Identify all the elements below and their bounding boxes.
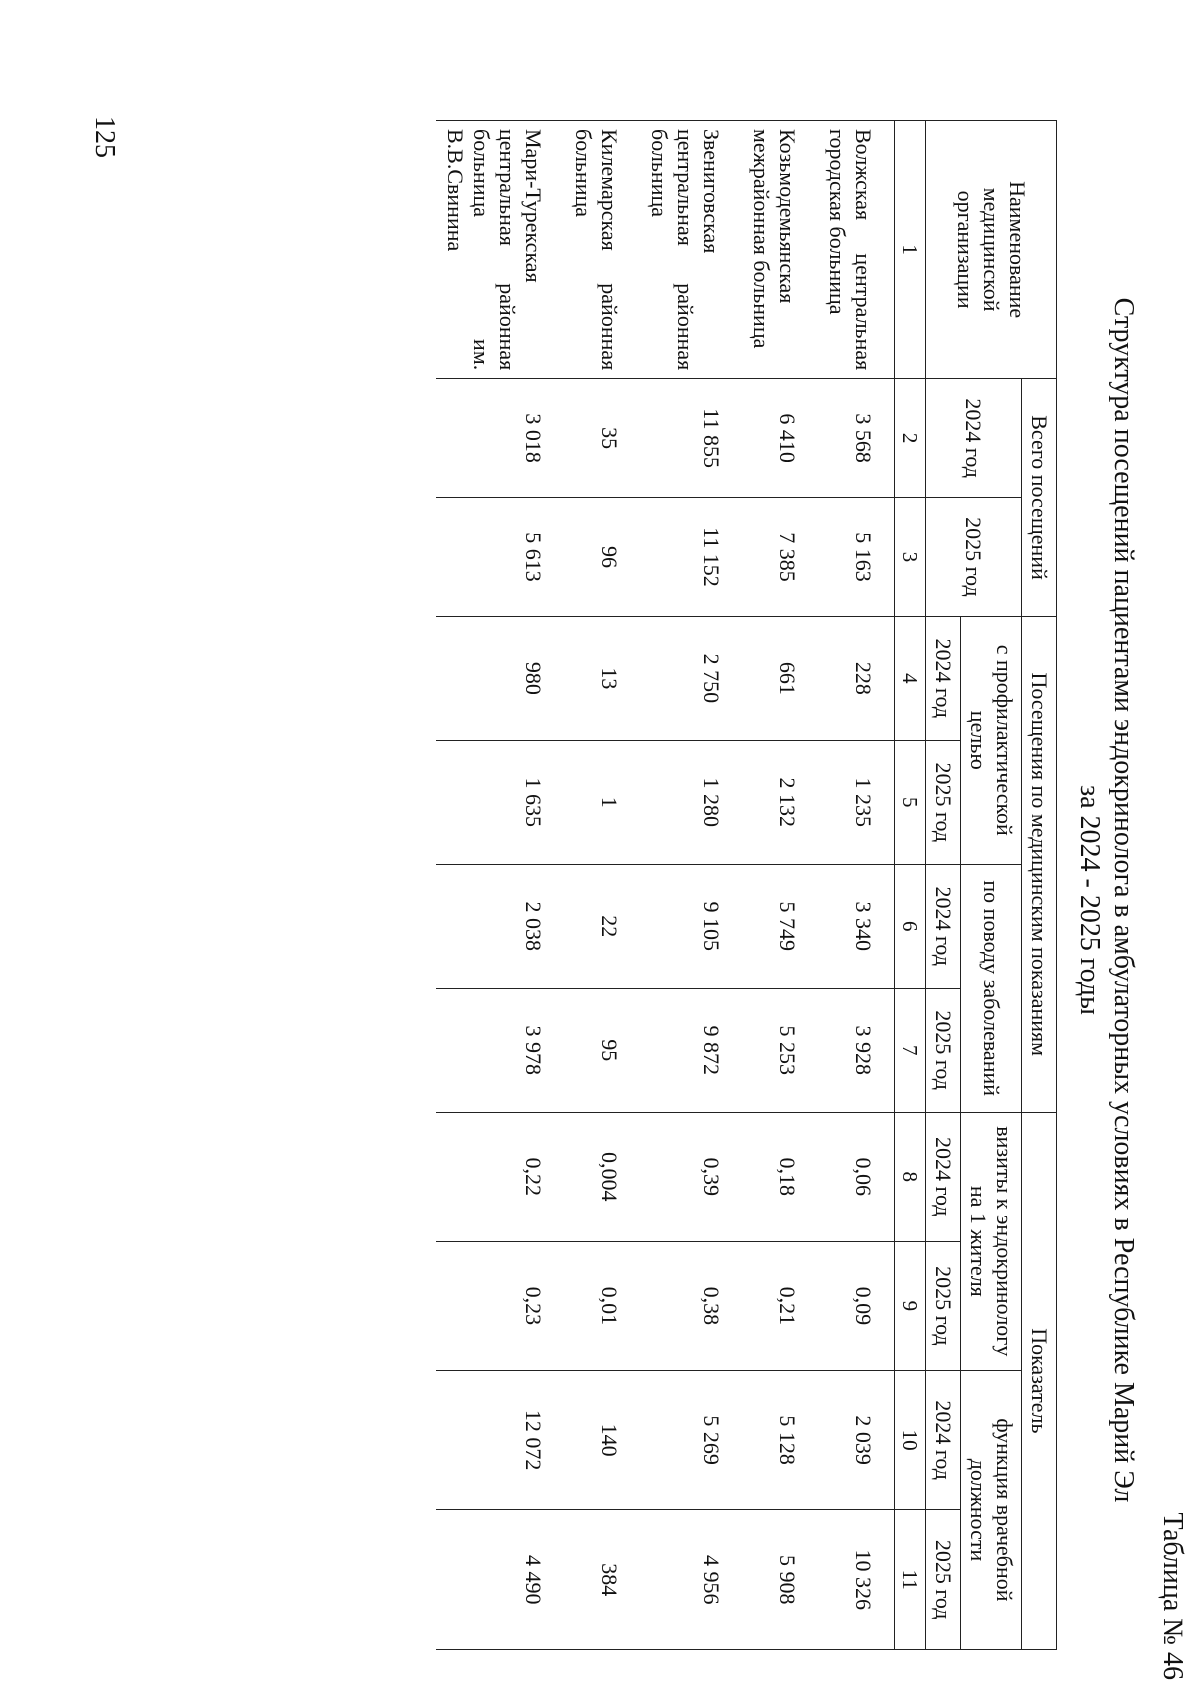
value-cell: 3 018: [436, 379, 564, 498]
value-cell: 22: [564, 864, 640, 988]
value-cell: 3 928: [818, 988, 895, 1112]
table-row: [564, 121, 640, 1650]
org-name-cell: Килемарская районная больница: [564, 121, 640, 379]
header-total-visits: Всего посещений: [1022, 379, 1057, 617]
table-row: [818, 121, 895, 1650]
value-cell: 0,06: [818, 1112, 895, 1241]
rotated-table-page: [0, 120, 1200, 1680]
value-cell: 9 872: [640, 988, 742, 1112]
value-cell: 0,39: [640, 1112, 742, 1241]
page-number: 125: [89, 116, 120, 158]
value-cell: 2 039: [818, 1370, 895, 1509]
value-cell: 4 956: [640, 1510, 742, 1650]
header-total-2024: 2024 год: [926, 379, 1022, 498]
value-cell: 661: [742, 616, 818, 740]
value-cell: 11 855: [640, 379, 742, 498]
column-number: 3: [895, 498, 926, 617]
header-preventive-2025: 2025 год: [926, 740, 961, 864]
value-cell: 0,38: [640, 1241, 742, 1370]
header-function-2025: 2025 год: [926, 1510, 961, 1650]
value-cell: 2 038: [436, 864, 564, 988]
header-disease-2025: 2025 год: [926, 988, 961, 1112]
header-function-2024: 2024 год: [926, 1370, 961, 1509]
table-row: [742, 121, 818, 1650]
value-cell: 11 152: [640, 498, 742, 617]
value-cell: 9 105: [640, 864, 742, 988]
header-total-2025: 2025 год: [926, 498, 1022, 617]
value-cell: 0,22: [436, 1112, 564, 1241]
value-cell: 3 568: [818, 379, 895, 498]
value-cell: 5 749: [742, 864, 818, 988]
org-name-cell: Звениговская центральная районная больница: [640, 121, 742, 379]
value-cell: 1: [564, 740, 640, 864]
header-per-resident-2025: 2025 год: [926, 1241, 961, 1370]
header-org: Наименование медицинской организации: [926, 121, 1057, 379]
table-title: [1072, 120, 1140, 1680]
column-number: 8: [895, 1112, 926, 1241]
column-number: 10: [895, 1370, 926, 1509]
org-name-cell: Волжская центральная городская больница: [818, 121, 895, 379]
header-preventive-2024: 2024 год: [926, 616, 961, 740]
value-cell: 12 072: [436, 1370, 564, 1509]
value-cell: 140: [564, 1370, 640, 1509]
column-number: 5: [895, 740, 926, 864]
column-number: 11: [895, 1510, 926, 1650]
header-indicator: Показатель: [1022, 1112, 1057, 1649]
table-number: Таблица № 46: [1157, 1512, 1188, 1680]
value-cell: 0,18: [742, 1112, 818, 1241]
table-row: [640, 121, 742, 1650]
header-per-resident-2024: 2024 год: [926, 1112, 961, 1241]
header-doctor-function: функция врачебной должности: [961, 1370, 1022, 1649]
table-row: [436, 121, 564, 1650]
value-cell: 0,23: [436, 1241, 564, 1370]
value-cell: 0,21: [742, 1241, 818, 1370]
value-cell: 228: [818, 616, 895, 740]
value-cell: 35: [564, 379, 640, 498]
value-cell: 0,09: [818, 1241, 895, 1370]
value-cell: 0,004: [564, 1112, 640, 1241]
value-cell: 384: [564, 1510, 640, 1650]
value-cell: 1 280: [640, 740, 742, 864]
column-number: 2: [895, 379, 926, 498]
value-cell: 95: [564, 988, 640, 1112]
column-number: 1: [895, 121, 926, 379]
value-cell: 5 613: [436, 498, 564, 617]
column-number: 9: [895, 1241, 926, 1370]
table-title-line-2: за 2024 - 2025 годы: [1074, 785, 1105, 1015]
value-cell: 5 253: [742, 988, 818, 1112]
column-number: 7: [895, 988, 926, 1112]
header-preventive: с профилактической целью: [961, 616, 1022, 864]
value-cell: 1 635: [436, 740, 564, 864]
value-cell: 5 908: [742, 1510, 818, 1650]
header-visits-per-resident: визиты к эндокринологу на 1 жителя: [961, 1112, 1022, 1370]
value-cell: 980: [436, 616, 564, 740]
visits-table: [436, 120, 1057, 1650]
org-name-cell: Мари-Турекская центральная районная больница им. В.В.Свинина: [436, 121, 564, 379]
column-number: 6: [895, 864, 926, 988]
value-cell: 3 978: [436, 988, 564, 1112]
value-cell: 0,01: [564, 1241, 640, 1370]
value-cell: 2 132: [742, 740, 818, 864]
table-title-line-1: Структура посещений пациентами эндокринолога в амбулаторных условиях в Республике Марий Эл: [1108, 297, 1139, 1503]
value-cell: 5 128: [742, 1370, 818, 1509]
value-cell: 3 340: [818, 864, 895, 988]
value-cell: 4 490: [436, 1510, 564, 1650]
org-name-cell: Козьмодемьянская межрайонная больница: [742, 121, 818, 379]
header-disease: по поводу заболеваний: [961, 864, 1022, 1112]
header-disease-2024: 2024 год: [926, 864, 961, 988]
table-body: [436, 121, 895, 1650]
value-cell: 7 385: [742, 498, 818, 617]
value-cell: 5 163: [818, 498, 895, 617]
value-cell: 6 410: [742, 379, 818, 498]
value-cell: 96: [564, 498, 640, 617]
value-cell: 1 235: [818, 740, 895, 864]
column-number: 4: [895, 616, 926, 740]
value-cell: 2 750: [640, 616, 742, 740]
value-cell: 13: [564, 616, 640, 740]
value-cell: 10 326: [818, 1510, 895, 1650]
value-cell: 5 269: [640, 1370, 742, 1509]
header-medical-visits: Посещения по медицинским показаниям: [1022, 616, 1057, 1112]
